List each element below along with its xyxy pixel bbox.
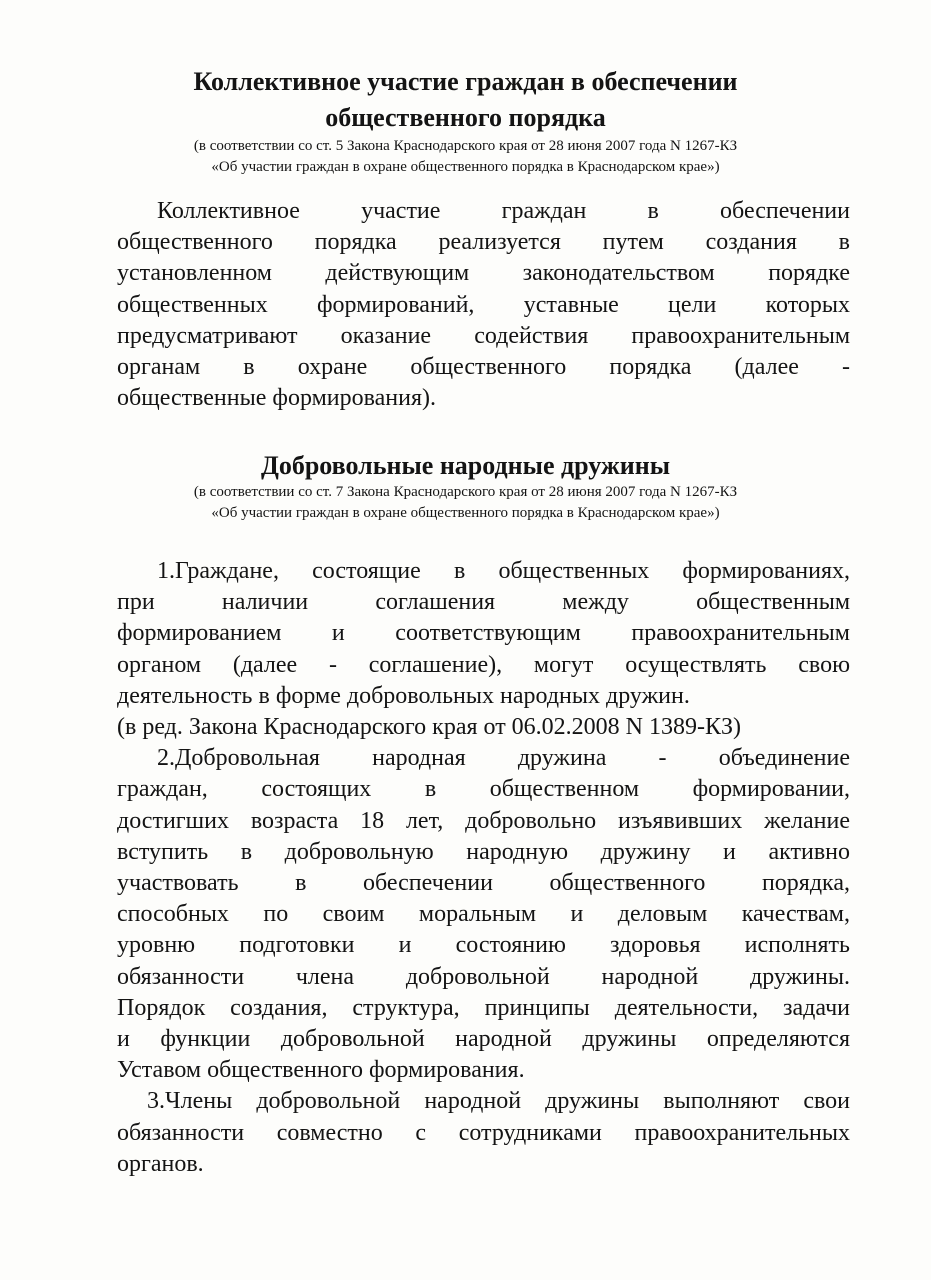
item2-line: участвовать в обеспечении общественного порядка,	[117, 870, 850, 897]
item2-line: и функции добровольной народной дружины определяются	[117, 1026, 850, 1053]
section1-paragraph	[117, 196, 850, 414]
item2-line: уровню подготовки и состоянию здоровья исполнять	[117, 932, 850, 959]
item2-line: Порядок создания, структура, принципы деятельности, задачи	[117, 994, 850, 1021]
item1-line: деятельность в форме добровольных народных дружин.	[117, 682, 690, 709]
section2-reference	[0, 482, 931, 524]
item2-line: 2.Добровольная народная дружина - объединение	[157, 745, 850, 772]
item2-line: способных по своим моральным и деловым качествам,	[117, 901, 850, 928]
section1-title	[0, 64, 931, 136]
section2-title	[0, 448, 931, 484]
item3-line: органов.	[117, 1150, 204, 1177]
item2-line: Уставом общественного формирования.	[117, 1057, 525, 1084]
paragraph-line: установленном действующим законодательством порядке	[117, 260, 850, 287]
section1-ref-line2: «Об участии граждан в охране общественного порядка в Краснодарском крае»)	[211, 159, 720, 175]
item2-line: вступить в добровольную народную дружину и активно	[117, 838, 850, 865]
paragraph-line: Коллективное участие граждан в обеспечении	[157, 198, 850, 224]
section1-ref-line1: (в соответствии со ст. 5 Закона Краснодарского края от 28 июня 2007 года N 1267-КЗ	[193, 138, 738, 154]
section2-title-text: Добровольные народные дружины	[260, 451, 671, 480]
item1-line: при наличии соглашения между общественным	[117, 589, 850, 616]
item2-line: обязанности члена добровольной народной дружины.	[117, 963, 850, 990]
item1-line: органом (далее - соглашение), могут осуществлять свою	[117, 651, 850, 678]
paragraph-line: предусматривают оказание содействия правоохранительным	[117, 322, 850, 349]
item3-line: обязанности совместно с сотрудниками правоохранительных	[117, 1119, 850, 1146]
item3-line: 3.Члены добровольной народной дружины выполняют свои	[147, 1088, 850, 1115]
item2-line: граждан, состоящих в общественном формировании,	[117, 776, 850, 803]
paragraph-line: общественного порядка реализуется путем создания в	[117, 229, 850, 256]
section2-item1	[117, 556, 850, 1180]
section2-ref-line2: «Об участии граждан в охране общественного порядка в Краснодарском крае»)	[211, 505, 720, 521]
section2-ref-line1: (в соответствии со ст. 7 Закона Краснодарского края от 28 июня 2007 года N 1267-КЗ	[193, 484, 738, 500]
section1-reference	[0, 136, 931, 178]
amendment-note: (в ред. Закона Краснодарского края от 06.02.2008 N 1389-КЗ)	[117, 714, 742, 741]
paragraph-line: общественные формирования).	[117, 385, 436, 412]
item2-line: достигших возраста 18 лет, добровольно изъявивших желание	[117, 807, 850, 834]
section1-title-line2: общественного порядка	[325, 103, 606, 132]
item1-line: 1.Граждане, состоящие в общественных формированиях,	[157, 558, 850, 584]
paragraph-line: органам в охране общественного порядка (далее -	[117, 354, 850, 381]
item1-line: формированием и соответствующим правоохранительным	[117, 620, 850, 647]
section1-title-line1: Коллективное участие граждан в обеспечении	[193, 67, 738, 96]
paragraph-line: общественных формирований, уставные цели которых	[117, 291, 850, 318]
